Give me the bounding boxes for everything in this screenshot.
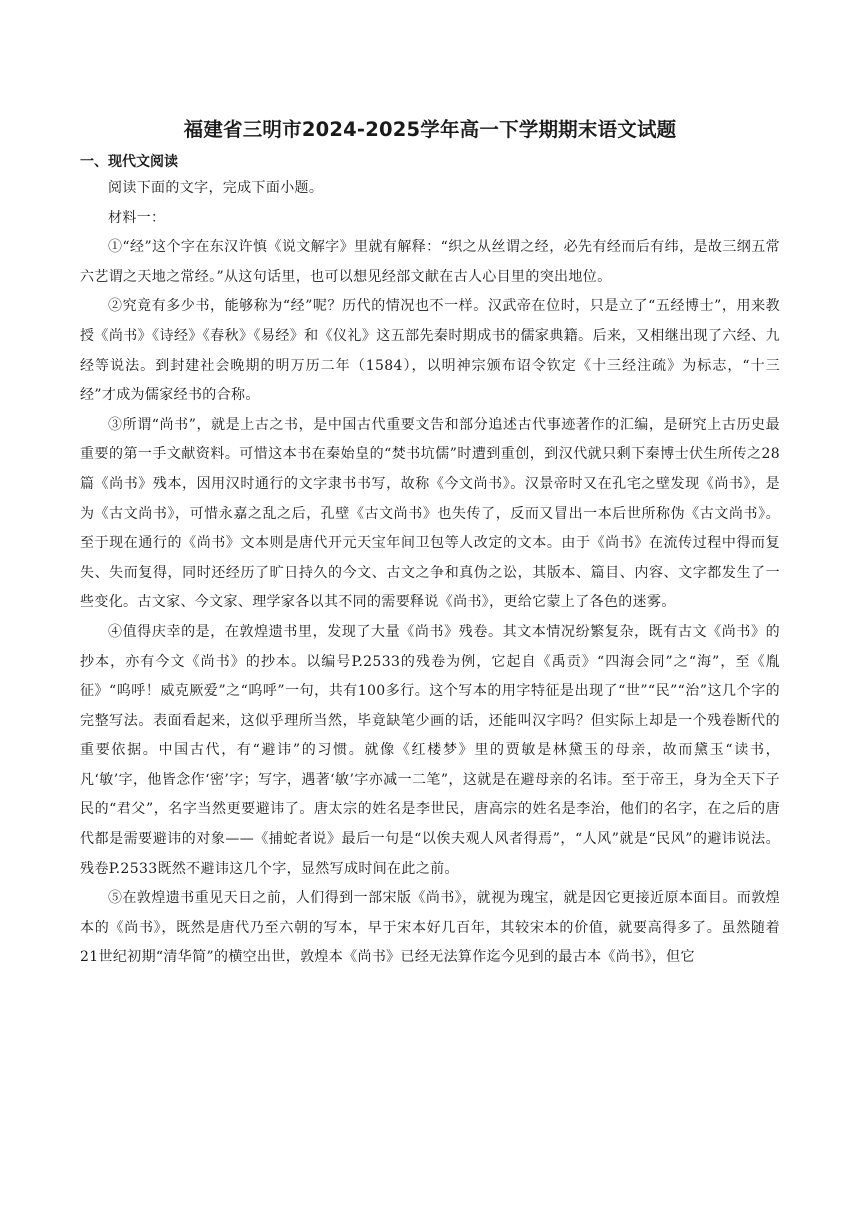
paragraph-2: ②究竟有多少书，能够称为“经”呢？历代的情况也不一样。汉武帝在位时，只是立了“五经博士”，用来教授《尚书》《诗经》《春秋》《易经》和《仪礼》这五部先秦时期成书的儒家典籍。后来，又相继出现了六经、九经等说法。到封建社会晚期的明万历二年（1584），以明神宗颁布诏令钦定《十三经注疏》为标志，“十三经”才成为儒家经书的合称。 [80, 298, 780, 404]
document-title: 福建省三明市2024-2025学年高一下学期期末语文试题 [183, 118, 677, 141]
material-label: 材料一： [108, 209, 166, 226]
paragraph-4: ④值得庆幸的是，在敦煌遗书里，发现了大量《尚书》残卷。其文本情况纷繁复杂，既有古文《尚书》的抄本，亦有今文《尚书》的抄本。以编号P.2533的残卷为例，它起自《禹贡》“四海会同”之“海”，至《胤征》“呜呼！威克厥爱”之“呜呼”一句，共有100多行。这个写本的用字特征是出现了“世”“民”“治”这几个字的完整写法。表面看起来，这似乎理所当然，毕竟缺笔少画的话，还能叫汉字吗？但实际上却是一个残卷断代的重要依据。中国古代，有“避讳”的习惯。就像《红楼梦》里的贾敏是林黛玉的母亲，故而黛玉“读书，凡‘敏’字，他皆念作‘密’字；写字，遇著‘敏’字亦减一二笔”，这就是在避母亲的名讳。至于帝王，身为全天下子民的“君父”，名字当然更要避讳了。唐太宗的姓名是李世民，唐高宗的姓名是李治，他们的名字，在之后的唐代都是需要避讳的对象——《捕蛇者说》最后一句是“以俟夫观人风者得焉”，“人风”就是“民风”的避讳说法。残卷P.2533既然不避讳这几个字，显然写成时间在此之前。 [80, 623, 780, 877]
paragraph-1: ①“经”这个字在东汉许慎《说文解字》里就有解释：“织之从丝谓之经，必先有经而后有纬，是故三纲五常六艺谓之天地之常经。”从这句话里，也可以想见经部文献在古人心目里的突出地位。 [80, 239, 780, 285]
paragraph-5: ⑤在敦煌遗书重见天日之前，人们得到一部宋版《尚书》，就视为瑰宝，就是因它更接近原本面目。而敦煌本的《尚书》，既然是唐代乃至六朝的写本，早于宋本好几百年，其较宋本的价值，就要高得多了。虽然随着21世纪初期“清华简”的横空出世，敦煌本《尚书》已经无法算作迄今见到的最古本《尚书》，但它 [80, 890, 780, 966]
document-body [80, 174, 780, 973]
reading-instruction: 阅读下面的文字，完成下面小题。 [108, 180, 324, 196]
paragraph-3: ③所谓“尚书”，就是上古之书，是中国古代重要文告和部分追述古代事迹著作的汇编，是研究上古历史最重要的第一手文献资料。可惜这本书在秦始皇的“焚书坑儒”时遭到重创，到汉代就只剩下秦博士伏生所传之28篇《尚书》残本，因用汉时通行的文字隶书书写，故称《今文尚书》。汉景帝时又在孔宅之壁发现《尚书》，是为《古文尚书》，可惜永嘉之乱之后，孔壁《古文尚书》也失传了，反而又冒出一本后世所称伪《古文尚书》。至于现在通行的《尚书》文本则是唐代开元天宝年间卫包等人改定的文本。由于《尚书》在流传过程中得而复失、失而复得，同时还经历了旷日持久的今文、古文之争和真伪之讼，其版本、篇目、内容、文字都发生了一些变化。古文家、今文家、理学家各以其不同的需要释说《尚书》，更给它蒙上了各色的迷雾。 [80, 416, 780, 611]
section-heading: 一、现代文阅读 [80, 154, 178, 170]
